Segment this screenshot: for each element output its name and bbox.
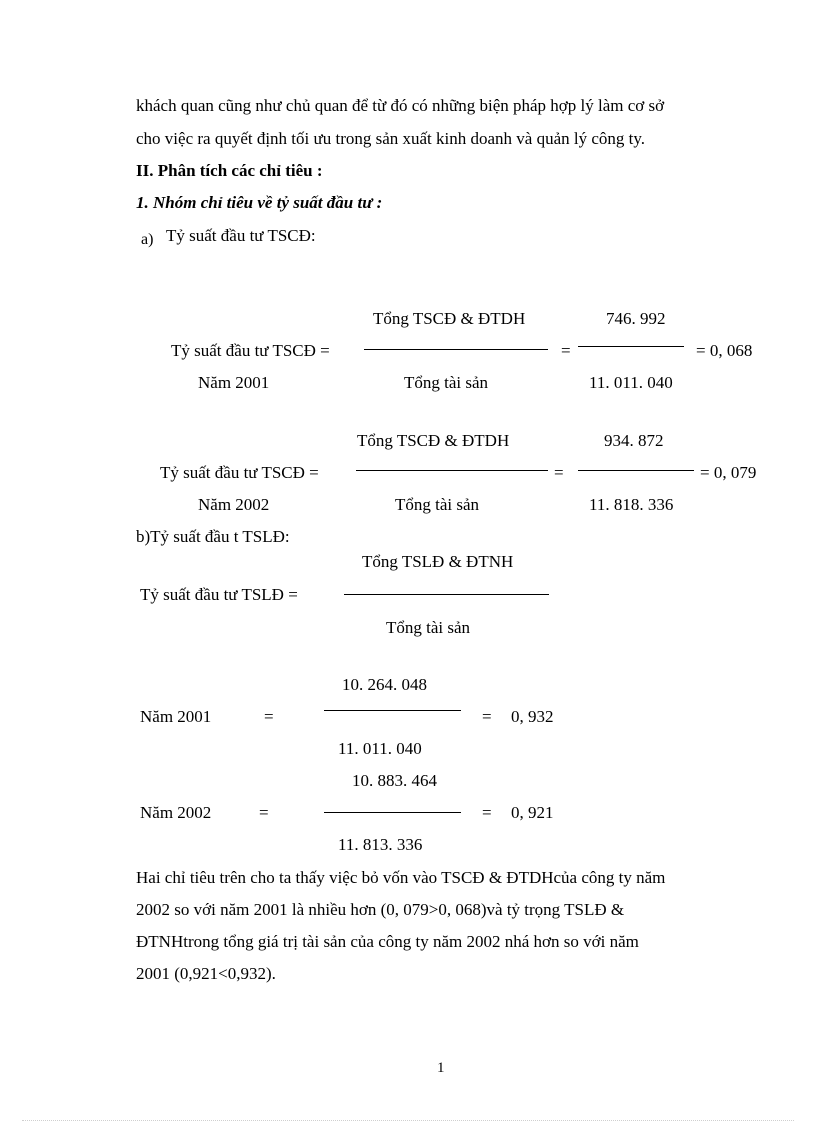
body-paragraph-line: Hai chỉ tiêu trên cho ta thấy việc bỏ vốn vào TSCĐ & ĐTDHcủa công ty năm	[136, 868, 666, 887]
fraction-bar	[578, 346, 684, 347]
body-paragraph-line: cho việc ra quyết định tối ưu trong sản xuất kinh doanh và quản lý công ty.	[136, 129, 646, 148]
value-numerator: 10. 883. 464	[352, 771, 437, 790]
body-paragraph-line: 2002 so với năm 2001 là nhiều hơn (0, 079>0, 068)và tỷ trọng TSLĐ &	[136, 900, 625, 919]
body-paragraph-line: khách quan cũng như chủ quan để từ đó có những biện pháp hợp lý làm cơ sở	[136, 96, 665, 115]
fraction-bar	[344, 594, 549, 595]
value-numerator: 746. 992	[606, 309, 666, 328]
fraction-numerator: Tổng TSLĐ & ĐTNH	[362, 552, 514, 571]
equals-sign: =	[554, 463, 564, 482]
value-numerator: 934. 872	[604, 431, 664, 450]
formula-lhs: Tỷ suất đầu tư TSLĐ =	[140, 585, 298, 604]
formula-result: = 0, 068	[696, 341, 753, 360]
value-denominator: 11. 818. 336	[589, 495, 674, 514]
formula-result: 0, 932	[511, 707, 554, 726]
formula-year: Năm 2001	[198, 373, 270, 392]
formula-result: = 0, 079	[700, 463, 757, 482]
page-edge-divider	[22, 1120, 794, 1121]
formula-lhs: Tỷ suất đầu tư TSCĐ =	[160, 463, 319, 482]
fraction-bar	[364, 349, 548, 350]
body-paragraph-line: 2001 (0,921<0,932).	[136, 964, 276, 983]
fraction-denominator: Tổng tài sản	[395, 495, 480, 514]
formula-year: Năm 2001	[140, 707, 212, 726]
value-denominator: 11. 813. 336	[338, 835, 423, 854]
fraction-bar	[324, 710, 461, 711]
list-marker: a)	[141, 231, 154, 248]
equals-sign: =	[482, 707, 492, 726]
section-heading: II. Phân tích các chỉ tiêu :	[136, 161, 323, 180]
body-paragraph-line: ĐTNHtrong tổng giá trị tài sản của công ty năm 2002 nhá hơn so với năm	[136, 932, 639, 951]
formula-lhs: Tỷ suất đầu tư TSCĐ =	[171, 341, 330, 360]
value-denominator: 11. 011. 040	[589, 373, 673, 392]
item-title: b)Tỷ suất đầu t TSLĐ:	[136, 527, 290, 546]
fraction-bar	[356, 470, 548, 471]
subsection-heading: 1. Nhóm chỉ tiêu về tỷ suất đầu tư :	[136, 193, 383, 212]
fraction-numerator: Tổng TSCĐ & ĐTDH	[357, 431, 510, 450]
equals-sign: =	[264, 707, 274, 726]
fraction-numerator: Tổng TSCĐ & ĐTDH	[373, 309, 526, 328]
formula-year: Năm 2002	[140, 803, 212, 822]
item-title: Tỷ suất đầu tư TSCĐ:	[166, 226, 316, 245]
fraction-denominator: Tổng tài sản	[386, 618, 471, 637]
value-denominator: 11. 011. 040	[338, 739, 422, 758]
value-numerator: 10. 264. 048	[342, 675, 427, 694]
equals-sign: =	[482, 803, 492, 822]
formula-result: 0, 921	[511, 803, 554, 822]
equals-sign: =	[259, 803, 269, 822]
formula-year: Năm 2002	[198, 495, 270, 514]
equals-sign: =	[561, 341, 571, 360]
fraction-denominator: Tổng tài sản	[404, 373, 489, 392]
fraction-bar	[578, 470, 694, 471]
fraction-bar	[324, 812, 461, 813]
page-number: 1	[437, 1060, 445, 1076]
